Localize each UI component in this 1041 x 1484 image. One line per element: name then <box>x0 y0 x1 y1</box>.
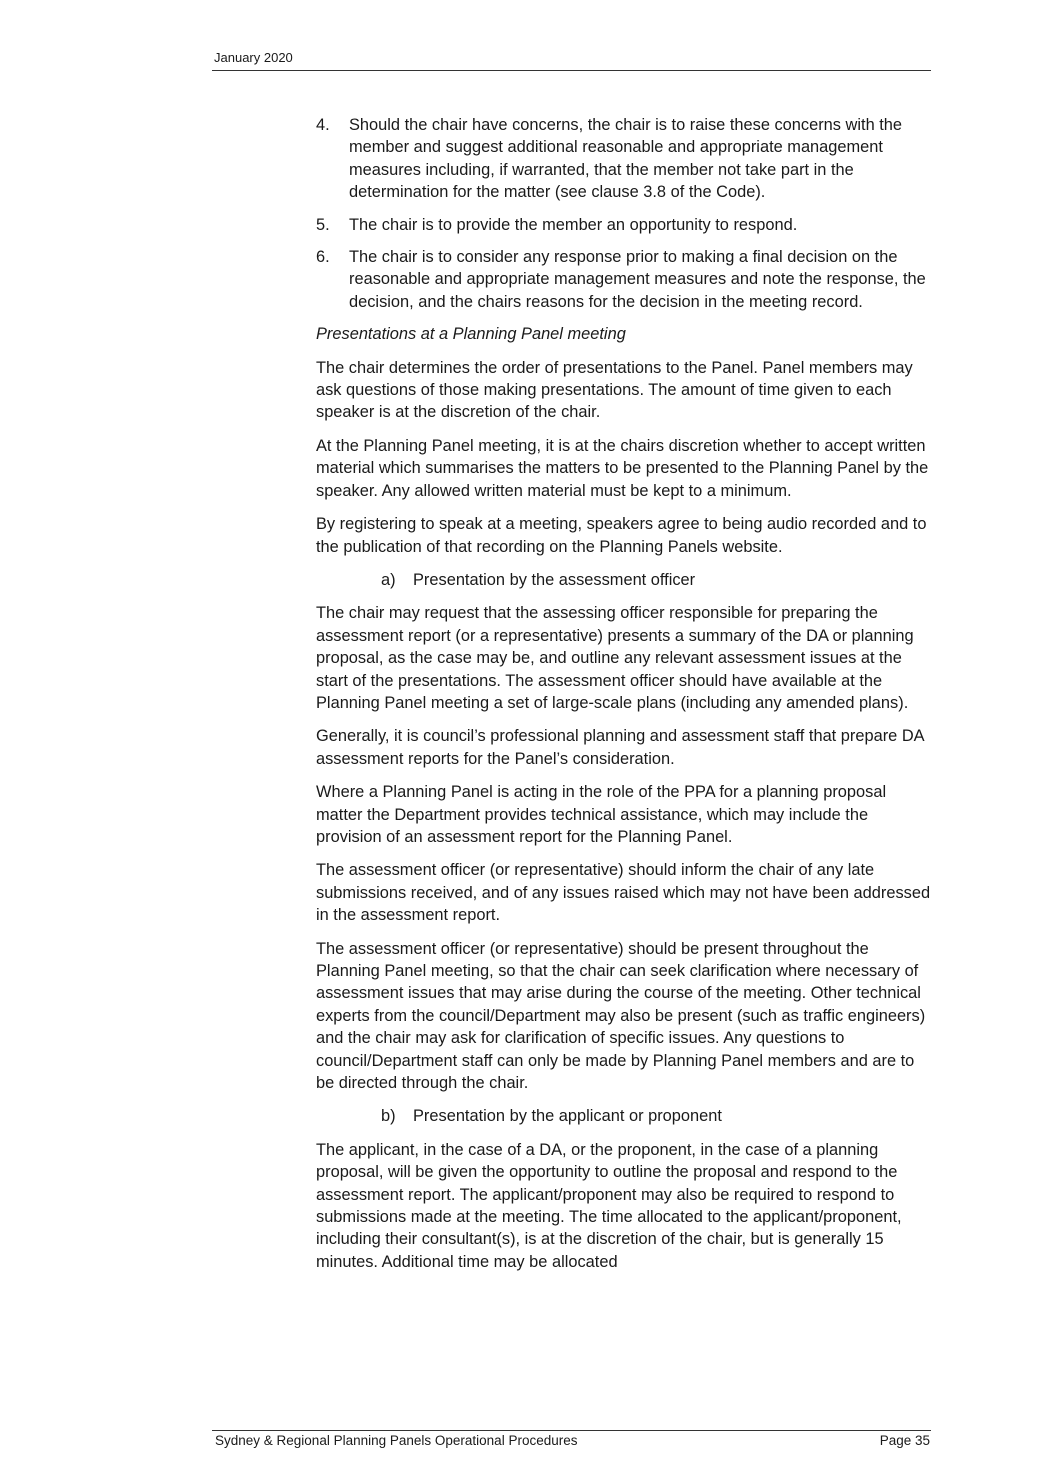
page-header-date: January 2020 <box>214 50 293 65</box>
paragraph: The chair determines the order of presentations to the Panel. Panel members may ask questions of those making presentations. The amount of time given to each speaker is at the discretion of the chair. <box>316 358 913 422</box>
paragraph: By registering to speak at a meeting, speakers agree to being audio recorded and to the publication of that recording on the Planning Panels website. <box>316 515 927 556</box>
footer-page-number: Page 35 <box>879 1433 930 1448</box>
paragraph: The assessment officer (or representative) should be present throughout the Planning Panel meeting, so that the chair can seek clarification where necessary of assessment issues that may arise during the course of the meeting. Other technical experts from the council/Department may also be present (such as traffic engineers) and the chair may ask for clarification of specific issues. Any questions to council/Department staff can only be made by Planning Panel members and are to be directed through the chair. <box>316 939 926 1093</box>
section-heading: Presentations at a Planning Panel meeting <box>316 325 626 344</box>
subsection-title: Presentation by the applicant or proponent <box>413 1107 722 1126</box>
list-item <box>316 246 932 313</box>
list-text: The chair is to consider any response prior to making a final decision on the reasonable and appropriate management measures and note the response, the decision, and the chairs reasons for the decision in the meeting record. <box>349 248 926 311</box>
paragraph: Generally, it is council’s professional planning and assessment staff that prepare DA assessment reports for the Panel’s consideration. <box>316 727 924 768</box>
paragraph: The applicant, in the case of a DA, or the proponent, in the case of a planning proposal, will be given the opportunity to outline the proposal and respond to the assessment report. The applicant/proponent may also be required to respond to submissions made at the meeting. The time allocated to the applicant/proponent, including their consultant(s), is at the discretion of the chair, but is generally 15 minutes. Additional time may be allocated <box>316 1140 902 1271</box>
paragraph: The chair may request that the assessing officer responsible for preparing the assessment report (or a representative) presents a summary of the DA or planning proposal, as the case may be, and outline any relevant assessment issues at the start of the presentations. The assessment officer should have available at the Planning Panel meeting a set of large-scale plans (including any amended plans). <box>316 604 914 712</box>
footer-document-title: Sydney & Regional Planning Panels Operational Procedures <box>215 1433 578 1448</box>
subsection-label: b) <box>381 1107 396 1126</box>
list-item <box>316 114 932 204</box>
document-body <box>316 114 932 1284</box>
subsection-heading-b <box>316 1105 932 1127</box>
list-number: 4. <box>316 116 330 134</box>
list-text: The chair is to provide the member an opportunity to respond. <box>349 215 798 234</box>
list-number: 5. <box>316 215 330 234</box>
footer-divider <box>212 1430 931 1431</box>
paragraph: At the Planning Panel meeting, it is at the chairs discretion whether to accept written material which summarises the matters to be presented to the Planning Panel by the speaker. Any allowed written material must be kept to a minimum. <box>316 436 929 500</box>
list-text: Should the chair have concerns, the chair is to raise these concerns with the member and suggest additional reasonable and appropriate management measures including, if warranted, that the member not take part in the determination for the matter (see clause 3.8 of the Code). <box>349 116 903 202</box>
subsection-title: Presentation by the assessment officer <box>413 570 696 589</box>
paragraph: Where a Planning Panel is acting in the role of the PPA for a planning proposal matter the Department provides technical assistance, which may include the provision of an assessment report for the Planning Panel. <box>316 783 887 846</box>
subsection-label: a) <box>381 570 396 589</box>
list-item <box>316 214 932 236</box>
list-number: 6. <box>316 248 330 267</box>
header-divider <box>212 70 931 71</box>
paragraph: The assessment officer (or representative) should inform the chair of any late submissions received, and of any issues raised which may not have been addressed in the assessment report. <box>316 861 931 925</box>
subsection-heading-a <box>316 569 932 591</box>
